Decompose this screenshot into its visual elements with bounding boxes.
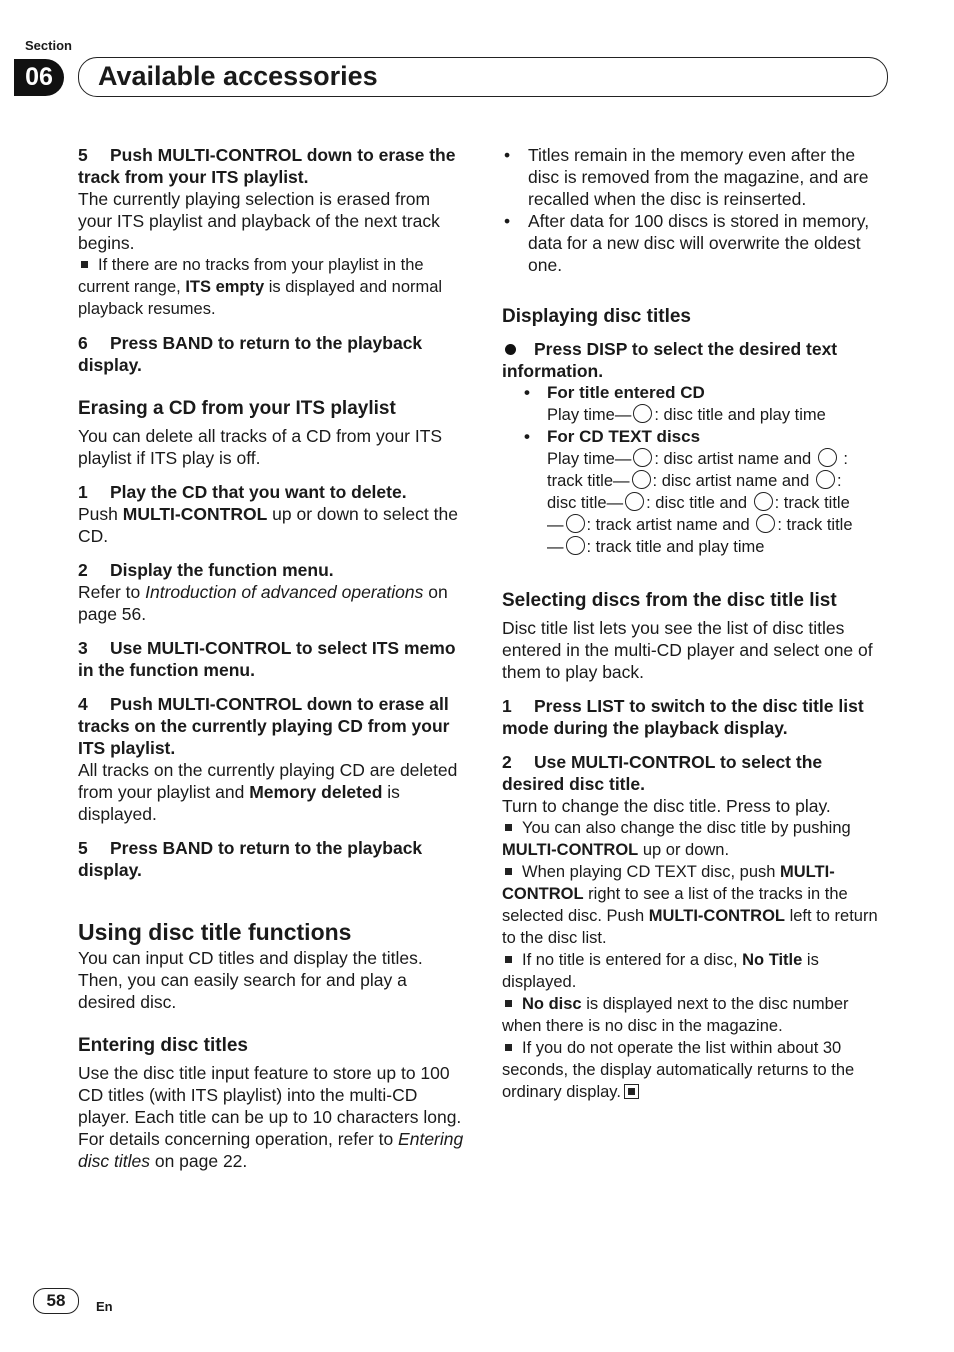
artist-icon [633,448,652,467]
option-line: Play time— : disc artist name and : [547,450,848,468]
disc-icon [625,492,644,511]
option-line: — : track artist name and : track title [547,516,853,534]
paragraph: For details concerning operation, refer to Entering disc titles on page 22. [78,1129,464,1171]
music-note-icon [566,536,585,555]
page-title: Available accessories [98,61,378,91]
step-5b: 5 Press BAND to return to the playback display. [78,838,423,880]
bullet-item: • Titles remain in the memory even after the disc is removed from the magazine, and are recalled when the disc is reinserted. [504,145,869,209]
step-1: 1 Press LIST to switch to the disc title list mode during the playback display. [502,696,864,738]
music-note-icon [818,448,837,467]
step-2: 2 Use MULTI-CONTROL to select the desired disc title. [502,752,823,794]
option-line: Play time— : disc title and play time [547,406,826,424]
step-5-body: The currently playing selection is erased from your ITS playlist and playback of the next track begins. [78,189,440,253]
step-6: 6 Press BAND to return to the playback display. [78,333,423,375]
note: If you do not operate the list within about 30 seconds, the display automatically returns to the ordinary display. [502,1039,855,1101]
option-heading: • For CD TEXT discs [524,427,701,446]
section-heading: Using disc title functions [78,919,352,945]
step-bullet: Press DISP to select the desired text information. [502,339,838,381]
subheading: Selecting discs from the disc title list [502,590,837,611]
option-heading: • For title entered CD [524,383,705,402]
note: When playing CD TEXT disc, push MULTI-CONTROL right to see a list of the tracks in the selected disc. Push MULTI-CONTROL left to return to the disc list. [502,863,878,947]
paragraph: Turn to change the disc title. Press to play. [502,796,831,816]
page-number: 58 [33,1288,79,1314]
step-2: 2 Display the function menu. [78,560,334,580]
bullet-item: • After data for 100 discs is stored in memory, data for a new disc will overwrite the oldest one. [504,211,870,275]
paragraph: Use the disc title input feature to store up to 100 CD titles (with ITS playlist) into the multi-CD player. Each title can be up to 10 characters long. [78,1063,462,1127]
section-number: 06 [14,59,64,96]
paragraph: You can input CD titles and display the titles. Then, you can easily search for and play a desired disc. [78,948,423,1012]
note: No disc is displayed next to the disc number when there is no disc in the magazine. [502,995,849,1035]
artist-icon [632,470,651,489]
paragraph: You can delete all tracks of a CD from your ITS playlist if ITS play is off. [78,426,443,468]
disc-icon [816,470,835,489]
subheading: Erasing a CD from your ITS playlist [78,398,396,419]
paragraph: Push MULTI-CONTROL up or down to select the CD. [78,504,458,546]
step-4: 4 Push MULTI-CONTROL down to erase all tracks on the currently playing CD from your ITS playlist. [78,694,450,758]
note: If there are no tracks from your playlist in the current range, ITS empty is displayed and normal playback resumes. [78,256,443,318]
music-note-icon [756,514,775,533]
paragraph: Disc title list lets you see the list of disc titles entered in the multi-CD player and select one of them to play back. [502,618,873,682]
option-line: — : track title and play time [547,538,765,556]
end-mark-icon [624,1084,639,1099]
right-column [502,144,887,1103]
language-label: En [96,1299,113,1314]
music-note-icon [754,492,773,511]
square-bullet-icon [81,261,88,268]
option-line: track title— : disc artist name and : [547,472,842,490]
section-label: Section [25,38,72,53]
subheading: Entering disc titles [78,1035,248,1056]
step-5: 5 Push MULTI-CONTROL down to erase the track from your ITS playlist. [78,145,456,187]
bullet-icon [505,344,516,355]
option-line: disc title— : disc title and : track title [547,494,850,512]
step-1: 1 Play the CD that you want to delete. [78,482,407,502]
square-bullet-icon [505,956,512,963]
square-bullet-icon [505,1000,512,1007]
subheading: Displaying disc titles [502,306,691,327]
note: If no title is entered for a disc, No Title is displayed. [502,951,819,991]
step-3: 3 Use MULTI-CONTROL to select ITS memo in the function menu. [78,638,456,680]
artist-note-icon [566,514,585,533]
note: You can also change the disc title by pushing MULTI-CONTROL up or down. [502,819,851,859]
paragraph: Refer to Introduction of advanced operations on page 56. [78,582,448,624]
square-bullet-icon [505,868,512,875]
square-bullet-icon [505,824,512,831]
square-bullet-icon [505,1044,512,1051]
disc-icon [633,404,652,423]
paragraph: All tracks on the currently playing CD are deleted from your playlist and Memory deleted is displayed. [78,760,458,824]
left-column [78,144,468,1172]
